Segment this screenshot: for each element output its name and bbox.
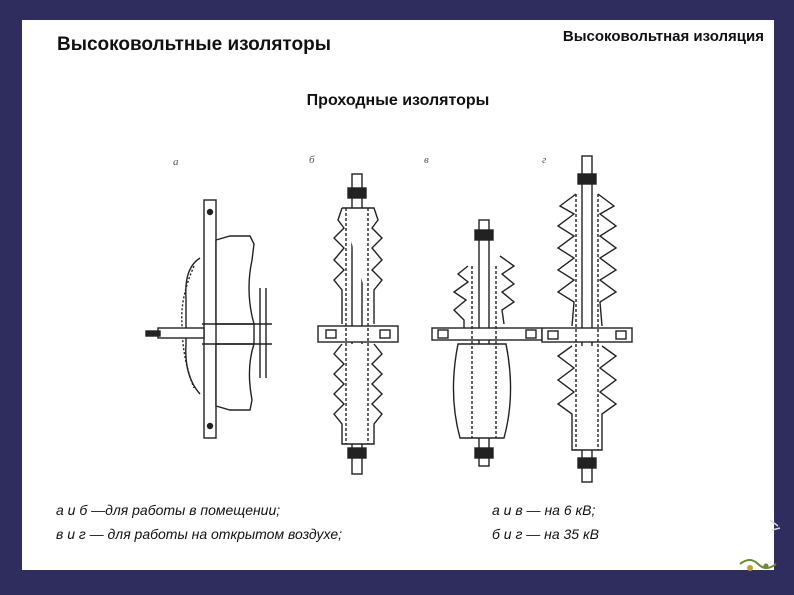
- slide-title: Высоковольтные изоляторы: [57, 34, 331, 55]
- insulator-g-drawing: [532, 150, 642, 490]
- bushing-insulators-drawing: [142, 148, 542, 488]
- insulator-b-drawing: [318, 174, 398, 474]
- figure-label-a: а: [173, 156, 179, 168]
- caption-right-line1: а и в — на 6 кВ;: [492, 502, 596, 518]
- caption-left-line2: в и г — для работы на открытом воздухе;: [56, 526, 343, 542]
- insulator-a-drawing: [146, 200, 272, 438]
- caption-left-line1: а и б —для работы в помещении;: [56, 502, 281, 518]
- slide: [22, 20, 774, 570]
- figure-label-v: в: [424, 154, 429, 166]
- section-title: Высоковольтная изоляция: [562, 28, 764, 45]
- decorative-ornament-icon: [732, 512, 782, 574]
- figure-label-g: г: [542, 154, 547, 166]
- insulator-v-drawing: [432, 220, 542, 466]
- figure-label-b: б: [309, 154, 315, 166]
- slide-subtitle: Проходные изоляторы: [306, 92, 490, 109]
- caption-right-line2: б и г — на 35 кВ: [492, 526, 599, 542]
